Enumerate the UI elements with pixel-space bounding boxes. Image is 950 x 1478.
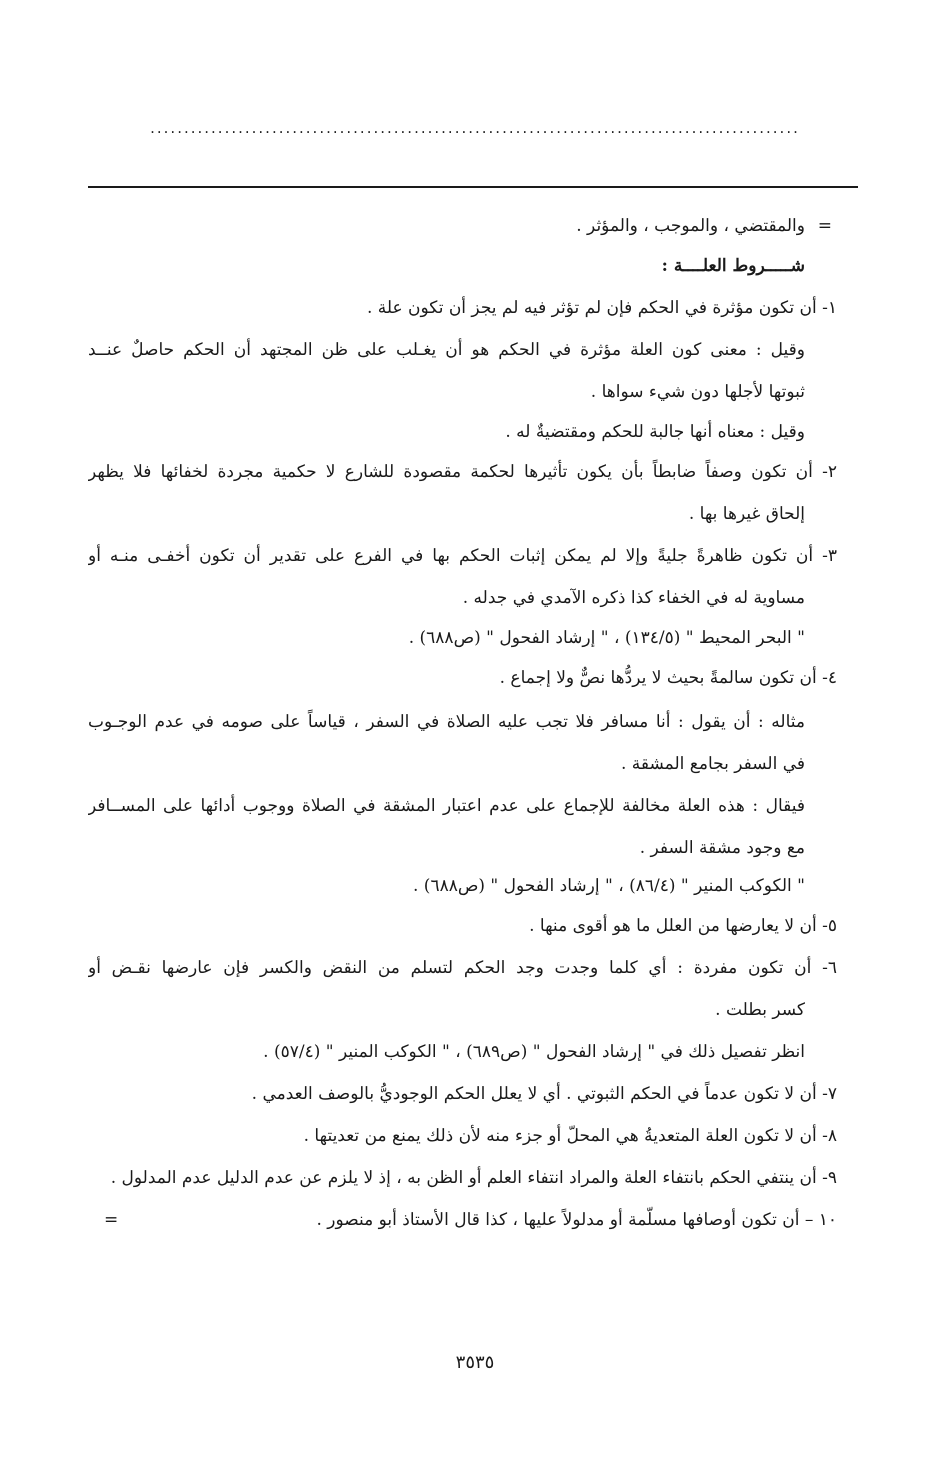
text-line: في السفر بجامع المشقة . [620,754,805,774]
text-line: ٣- أن تكون ظاهرةً جليةً وإلا لم يمكن إثبات الحكم بها في الفرع على تقدير أن تكون أخفـى منـه أو [88,546,837,566]
text-line: ٩- أن ينتفي الحكم بانتفاء العلة والمراد انتفاء العلم أو الظن به ، إذ لا يلزم عن عدم الدليل عدم المدلول . [110,1168,837,1188]
reference-line: " الكوكب المنير " (٨٦/٤) ، " إرشاد الفحول " (ص٦٨٨) . [412,876,805,896]
text-line: ٦- أن تكون مفردة : أي كلما وجدت وجد الحكم لتسلم من النقض والكسر فإن عارضها نقـض أو [88,958,837,978]
text-line: ٨- أن لا تكون العلة المتعديةُ هي المحلّ أو جزء منه لأن ذلك يمنع من تعديتها . [303,1126,837,1146]
continuation-marker-top: = [817,216,832,236]
continuation-marker-bottom: = [104,1210,119,1230]
page-number: ٣٥٣٥ [455,1352,495,1373]
header-rule [88,186,858,188]
text-line: وقيل : معنى كون العلة مؤثرة في الحكم هو أن يغـلب على ظن المجتهد أن الحكم حاصلٌ عنــد [88,340,805,360]
text-line: ١- أن تكون مؤثرة في الحكم فإن لم تؤثر فيه لم يجز أن تكون علة . [366,298,837,318]
text-line: ٥- أن لا يعارضها من العلل ما هو أقوى منها . [529,916,837,936]
text-line: فيقال : هذه العلة مخالفة للإجماع على عدم اعتبار المشقة في الصلاة ووجوب أدائها على المســافر [88,796,805,816]
text-line: ٤- أن تكون سالمةً بحيث لا يردُّها نصٌّ ولا إجماع . [499,668,837,688]
text-line: ثبوتها لأجلها دون شيء سواها . [590,382,805,402]
text-line: ١٠ – أن تكون أوصافها مسلّمة أو مدلولاً عليها ، كذا قال الأستاذ أبو منصور . [316,1210,837,1230]
text-line: والمقتضي ، والموجب ، والمؤثر . [576,216,805,236]
text-line: مثاله : أن يقول : أنا مسافر فلا تجب عليه الصلاة في السفر ، قياساً على صومه في عدم الوجـوب [88,712,805,732]
text-line: وقيل : معناه أنها جالبة للحكم ومقتضيةٌ له . [505,422,805,442]
text-line: مع وجود مشقة السفر . [639,838,805,858]
text-line: ٢- أن تكون وصفاً ضابطاً بأن يكون تأثيرها لحكمة مقصودة للشارع لا حكمية مجردة لخفائها فلا يظهر [88,462,837,482]
text-line: ٧- أن لا تكون عدماً في الحكم الثبوتي . أي لا يعلل الحكم الوجوديُّ بالوصف العدمي . [251,1084,837,1104]
reference-line: " البحر المحيط " (١٣٤/٥) ، " إرشاد الفحول " (ص٦٨٨) . [408,628,805,648]
reference-line: انظر تفصيل ذلك في " إرشاد الفحول " (ص٦٨٩) ، " الكوكب المنير " (٥٧/٤) . [263,1042,805,1062]
text-line: كسر بطلت . [715,1000,805,1020]
header-dotted-line: ................................................................................................ [150,119,800,137]
text-line: إلحاق غيرها بها . [688,504,805,524]
text-line: مساوية له في الخفاء كذا ذكره الآمدي في جدله . [462,588,805,608]
section-heading: شـــــروط العلــــة : [661,256,805,276]
